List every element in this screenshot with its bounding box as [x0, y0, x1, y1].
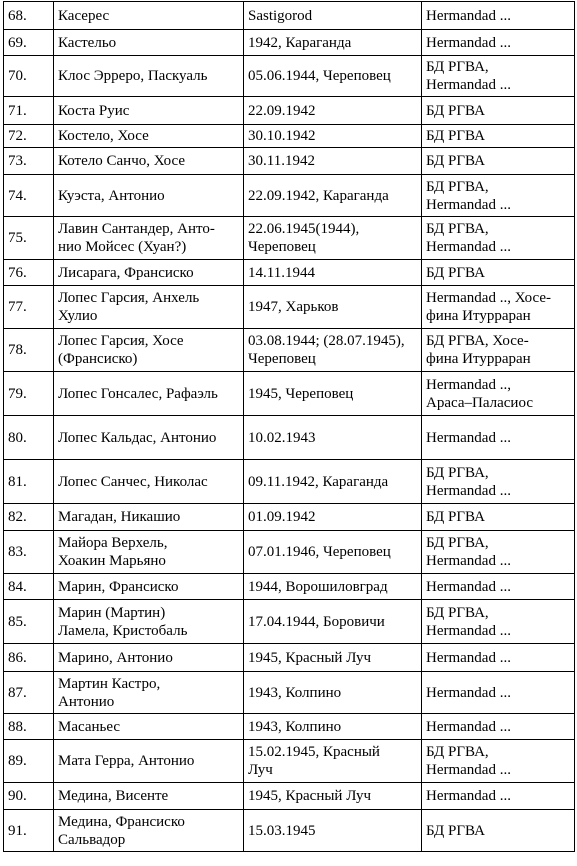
person-name: Медина, Франсиско Сальвадор: [54, 810, 244, 852]
table-row: [4, 531, 575, 574]
death-date-place: Sastigorod: [244, 2, 422, 30]
source-cell: БД РГВА, Hermandad ...: [422, 175, 575, 217]
person-name: Лопес Гарсия, Хосе (Франсиско): [54, 329, 244, 372]
death-date-place: 14.11.1944: [244, 260, 422, 286]
death-date-place: 1942, Караганда: [244, 30, 422, 56]
death-date-place: 22.06.1945(1944), Череповец: [244, 217, 422, 260]
table-row: [4, 810, 575, 852]
source-cell: БД РГВА: [422, 97, 575, 125]
table-row: [4, 460, 575, 504]
source-cell: Hermandad ...: [422, 30, 575, 56]
row-number: 68.: [4, 2, 54, 30]
person-name: Лавин Сантандер, Анто- нио Мойсес (Хуан?): [54, 217, 244, 260]
death-date-place: 15.03.1945: [244, 810, 422, 852]
row-number: 73.: [4, 148, 54, 175]
table-row: [4, 714, 575, 740]
source-cell: БД РГВА, Hermandad ...: [422, 56, 575, 97]
row-number: 91.: [4, 810, 54, 852]
death-date-place: 22.09.1942, Караганда: [244, 175, 422, 217]
person-name: Лопес Кальдас, Антонио: [54, 416, 244, 460]
death-date-place: 1943, Колпино: [244, 714, 422, 740]
death-date-place: 1947, Харьков: [244, 286, 422, 329]
death-date-place: 1943, Колпино: [244, 672, 422, 714]
row-number: 78.: [4, 329, 54, 372]
person-name: Марино, Антонио: [54, 644, 244, 672]
row-number: 81.: [4, 460, 54, 504]
source-cell: Hermandad ...: [422, 416, 575, 460]
table-row: [4, 217, 575, 260]
table-row: [4, 148, 575, 175]
table-row: [4, 56, 575, 97]
person-name: Масаньес: [54, 714, 244, 740]
person-name: Кастельо: [54, 30, 244, 56]
table-row: [4, 329, 575, 372]
row-number: 75.: [4, 217, 54, 260]
source-cell: БД РГВА, Hermandad ...: [422, 531, 575, 574]
person-name: Лисарага, Франсиско: [54, 260, 244, 286]
source-cell: БД РГВА, Hermandad ...: [422, 217, 575, 260]
death-date-place: 1945, Красный Луч: [244, 783, 422, 810]
person-name: Куэста, Антонио: [54, 175, 244, 217]
row-number: 77.: [4, 286, 54, 329]
row-number: 90.: [4, 783, 54, 810]
row-number: 85.: [4, 600, 54, 644]
table-row: [4, 175, 575, 217]
person-name: Клос Эрреро, Паскуаль: [54, 56, 244, 97]
document-table: [3, 1, 575, 852]
death-date-place: 09.11.1942, Караганда: [244, 460, 422, 504]
row-number: 79.: [4, 372, 54, 416]
death-date-place: 1944, Ворошиловград: [244, 574, 422, 600]
person-name: Коста Руис: [54, 97, 244, 125]
table-row: [4, 783, 575, 810]
row-number: 71.: [4, 97, 54, 125]
table-row: [4, 504, 575, 531]
table-row: [4, 30, 575, 56]
table-row: [4, 372, 575, 416]
source-cell: БД РГВА: [422, 810, 575, 852]
table-row: [4, 740, 575, 783]
source-cell: Hermandad ...: [422, 714, 575, 740]
row-number: 70.: [4, 56, 54, 97]
person-name: Лопес Гонсалес, Рафаэль: [54, 372, 244, 416]
row-number: 82.: [4, 504, 54, 531]
source-cell: БД РГВА, Hermandad ...: [422, 740, 575, 783]
source-cell: Hermandad .., Хосе- фина Итурраран: [422, 286, 575, 329]
person-name: Лопес Гарсия, Анхель Хулио: [54, 286, 244, 329]
death-date-place: 15.02.1945, Красный Луч: [244, 740, 422, 783]
table-row: [4, 97, 575, 125]
row-number: 88.: [4, 714, 54, 740]
source-cell: БД РГВА, Хосе- фина Итурраран: [422, 329, 575, 372]
table-row: [4, 644, 575, 672]
death-date-place: 05.06.1944, Череповец: [244, 56, 422, 97]
person-name: Марин (Мартин) Ламела, Кристобаль: [54, 600, 244, 644]
table-body: [4, 2, 575, 852]
death-date-place: 01.09.1942: [244, 504, 422, 531]
death-date-place: 30.11.1942: [244, 148, 422, 175]
source-cell: БД РГВА, Hermandad ...: [422, 600, 575, 644]
death-date-place: 30.10.1942: [244, 125, 422, 148]
person-name: Майора Верхель, Хоакин Марьяно: [54, 531, 244, 574]
person-name: Касерес: [54, 2, 244, 30]
death-date-place: 10.02.1943: [244, 416, 422, 460]
source-cell: БД РГВА: [422, 260, 575, 286]
death-date-place: 17.04.1944, Боровичи: [244, 600, 422, 644]
row-number: 87.: [4, 672, 54, 714]
source-cell: Hermandad ...: [422, 672, 575, 714]
source-cell: Hermandad ...: [422, 783, 575, 810]
source-cell: БД РГВА: [422, 504, 575, 531]
table-row: [4, 125, 575, 148]
row-number: 76.: [4, 260, 54, 286]
table-row: [4, 416, 575, 460]
source-cell: Hermandad ...: [422, 644, 575, 672]
person-name: Костело, Хосе: [54, 125, 244, 148]
row-number: 80.: [4, 416, 54, 460]
death-date-place: 22.09.1942: [244, 97, 422, 125]
source-cell: БД РГВА: [422, 125, 575, 148]
source-cell: Hermandad .., Араса–Паласиос: [422, 372, 575, 416]
person-name: Котело Санчо, Хосе: [54, 148, 244, 175]
row-number: 83.: [4, 531, 54, 574]
table-row: [4, 286, 575, 329]
table-row: [4, 600, 575, 644]
person-name: Медина, Висенте: [54, 783, 244, 810]
table-row: [4, 672, 575, 714]
table-row: [4, 260, 575, 286]
person-name: Марин, Франсиско: [54, 574, 244, 600]
row-number: 72.: [4, 125, 54, 148]
source-cell: Hermandad ...: [422, 574, 575, 600]
death-date-place: 1945, Красный Луч: [244, 644, 422, 672]
row-number: 86.: [4, 644, 54, 672]
row-number: 69.: [4, 30, 54, 56]
death-date-place: 03.08.1944; (28.07.1945), Череповец: [244, 329, 422, 372]
person-name: Лопес Санчес, Николас: [54, 460, 244, 504]
row-number: 74.: [4, 175, 54, 217]
row-number: 89.: [4, 740, 54, 783]
table-row: [4, 574, 575, 600]
death-date-place: 07.01.1946, Череповец: [244, 531, 422, 574]
person-name: Мата Герра, Антонио: [54, 740, 244, 783]
person-name: Магадан, Никашио: [54, 504, 244, 531]
table-row: [4, 2, 575, 30]
row-number: 84.: [4, 574, 54, 600]
death-date-place: 1945, Череповец: [244, 372, 422, 416]
source-cell: БД РГВА, Hermandad ...: [422, 460, 575, 504]
source-cell: Hermandad ...: [422, 2, 575, 30]
source-cell: БД РГВА: [422, 148, 575, 175]
person-name: Мартин Кастро, Антонио: [54, 672, 244, 714]
